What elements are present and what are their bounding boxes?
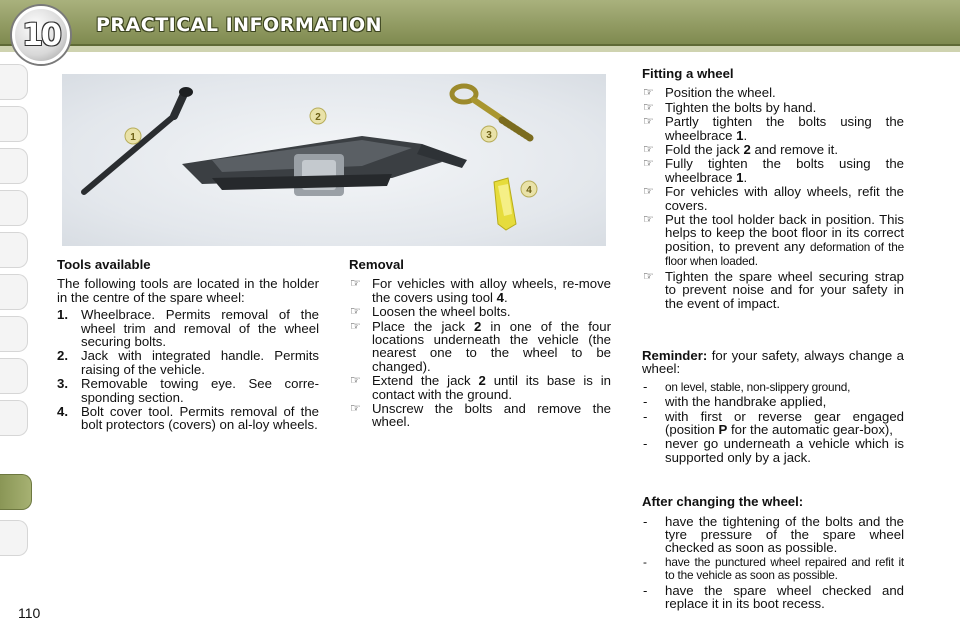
chapter-number-badge (12, 6, 70, 64)
pointing-hand-icon: ☞ (643, 268, 654, 283)
reminder-item: - with first or reverse gear engaged (position P for the automatic gear-box), (643, 408, 904, 437)
tool-item (57, 349, 319, 376)
chapter-tabs (0, 64, 34, 574)
pointing-hand-icon: ☞ (643, 184, 654, 199)
fitting-heading: Fitting a wheel (642, 66, 734, 81)
pointing-hand-icon: ☞ (350, 373, 361, 388)
reminder-item: - never go underneath a vehicle which is supported only by a jack. (643, 436, 904, 465)
removal-step: ☞ Unscrew the bolts and remove the wheel. (350, 401, 611, 430)
tool-item (57, 377, 319, 404)
chapter-tab[interactable] (0, 520, 28, 556)
chapter-tab[interactable] (0, 190, 28, 226)
tool-item (57, 405, 319, 432)
fitting-step: ☞ Position the wheel. (643, 85, 776, 101)
chapter-number: 10 (22, 17, 60, 53)
chapter-tab[interactable] (0, 232, 28, 268)
chapter-tab[interactable] (0, 64, 28, 100)
fitting-step: ☞ Tighten the spare wheel securing strap to prevent noise and for your safety in the event of impact. (643, 268, 904, 311)
pointing-hand-icon: ☞ (643, 156, 654, 171)
removal-step: ☞ Place the jack 2 in one of the four locations underneath the vehicle (the nearest one to the wheel to be changed). (350, 318, 611, 374)
removal-step: ☞ Extend the jack 2 until its base is in contact with the ground. (350, 373, 611, 402)
fitting-step: ☞ Fold the jack 2 and remove it. (643, 142, 839, 158)
reminder-item: - on level, stable, non-slippery ground, (643, 378, 851, 394)
chapter-tab[interactable] (0, 274, 28, 310)
chapter-tab[interactable] (0, 400, 28, 436)
fitting-step: ☞ For vehicles with alloy wheels, refit the covers. (643, 184, 904, 213)
tool-text: Bolt cover tool. Permits removal of the bolt protectors (covers) on al-loy wheels. (81, 404, 319, 433)
tool-item (57, 308, 319, 348)
removal-step: ☞ Loosen the wheel bolts. (350, 304, 511, 320)
removal-heading: Removal (349, 257, 404, 272)
removal-section (349, 258, 611, 430)
fitting-step: ☞ Put the tool holder back in position. This helps to keep the boot floor in its correct position, to prevent any deformation of the floor when loaded. (643, 212, 904, 269)
pointing-hand-icon: ☞ (643, 99, 654, 114)
chapter-tab[interactable] (0, 316, 28, 352)
pointing-hand-icon: ☞ (350, 304, 361, 319)
tool-text: Removable towing eye. See corre-sponding section. (81, 376, 319, 405)
tool-number: 2. (57, 348, 68, 364)
bolt-cover-tool-icon (494, 178, 516, 230)
chapter-tab[interactable] (0, 358, 28, 394)
tools-heading: Tools available (57, 257, 151, 272)
chapter-tab[interactable] (0, 148, 28, 184)
after-item: - have the spare wheel checked and replace it in its boot recess. (643, 582, 904, 611)
tool-number: 3. (57, 376, 68, 392)
header-divider (0, 46, 960, 52)
after-item: - have the punctured wheel repaired and refit it to the vehicle as soon as possible. (643, 554, 904, 583)
after-heading: After changing the wheel: (642, 494, 804, 510)
reminder-label: Reminder: (642, 347, 708, 363)
page-number: 110 (18, 605, 41, 621)
removal-step: ☞ For vehicles with alloy wheels, re-move the covers using tool 4. (350, 276, 611, 305)
pointing-hand-icon: ☞ (643, 114, 654, 129)
pointing-hand-icon: ☞ (350, 276, 361, 291)
tool-number: 1. (57, 307, 68, 323)
jack-icon (182, 136, 467, 196)
callout-2: 2 (315, 112, 321, 123)
fitting-step: ☞ Tighten the bolts by hand. (643, 99, 817, 115)
tool-number: 4. (57, 404, 68, 420)
pointing-hand-icon: ☞ (350, 401, 361, 416)
tools-intro: The following tools are located in the holder in the centre of the spare wheel: (57, 276, 319, 305)
callout-3: 3 (486, 130, 492, 141)
chapter-tab[interactable] (0, 106, 28, 142)
chapter-tab-active[interactable] (0, 474, 32, 510)
tool-text: Jack with integrated handle. Permits raising of the vehicle. (81, 348, 319, 377)
pointing-hand-icon: ☞ (643, 85, 654, 100)
reminder-intro: Reminder: for your safety, always change a wheel: (642, 347, 904, 377)
fitting-section (642, 67, 904, 611)
pointing-hand-icon: ☞ (643, 142, 654, 157)
tool-text: Wheelbrace. Permits removal of the wheel trim and removal of the wheel securing bolts. (81, 307, 319, 350)
page-title: PRACTICAL INFORMATION (96, 14, 383, 36)
callout-1: 1 (130, 132, 136, 143)
pointing-hand-icon: ☞ (350, 318, 361, 333)
after-item: - have the tightening of the bolts and the tyre pressure of the spare wheel checked as soon as possible. (643, 513, 904, 556)
pointing-hand-icon: ☞ (643, 212, 654, 227)
callout-4: 4 (526, 185, 532, 196)
fitting-step: ☞ Partly tighten the bolts using the wheelbrace 1. (643, 114, 904, 143)
fitting-step: ☞ Fully tighten the bolts using the wheelbrace 1. (643, 156, 904, 185)
tools-illustration (62, 74, 606, 246)
reminder-item: - with the handbrake applied, (643, 394, 827, 410)
tools-available-section (57, 258, 319, 433)
